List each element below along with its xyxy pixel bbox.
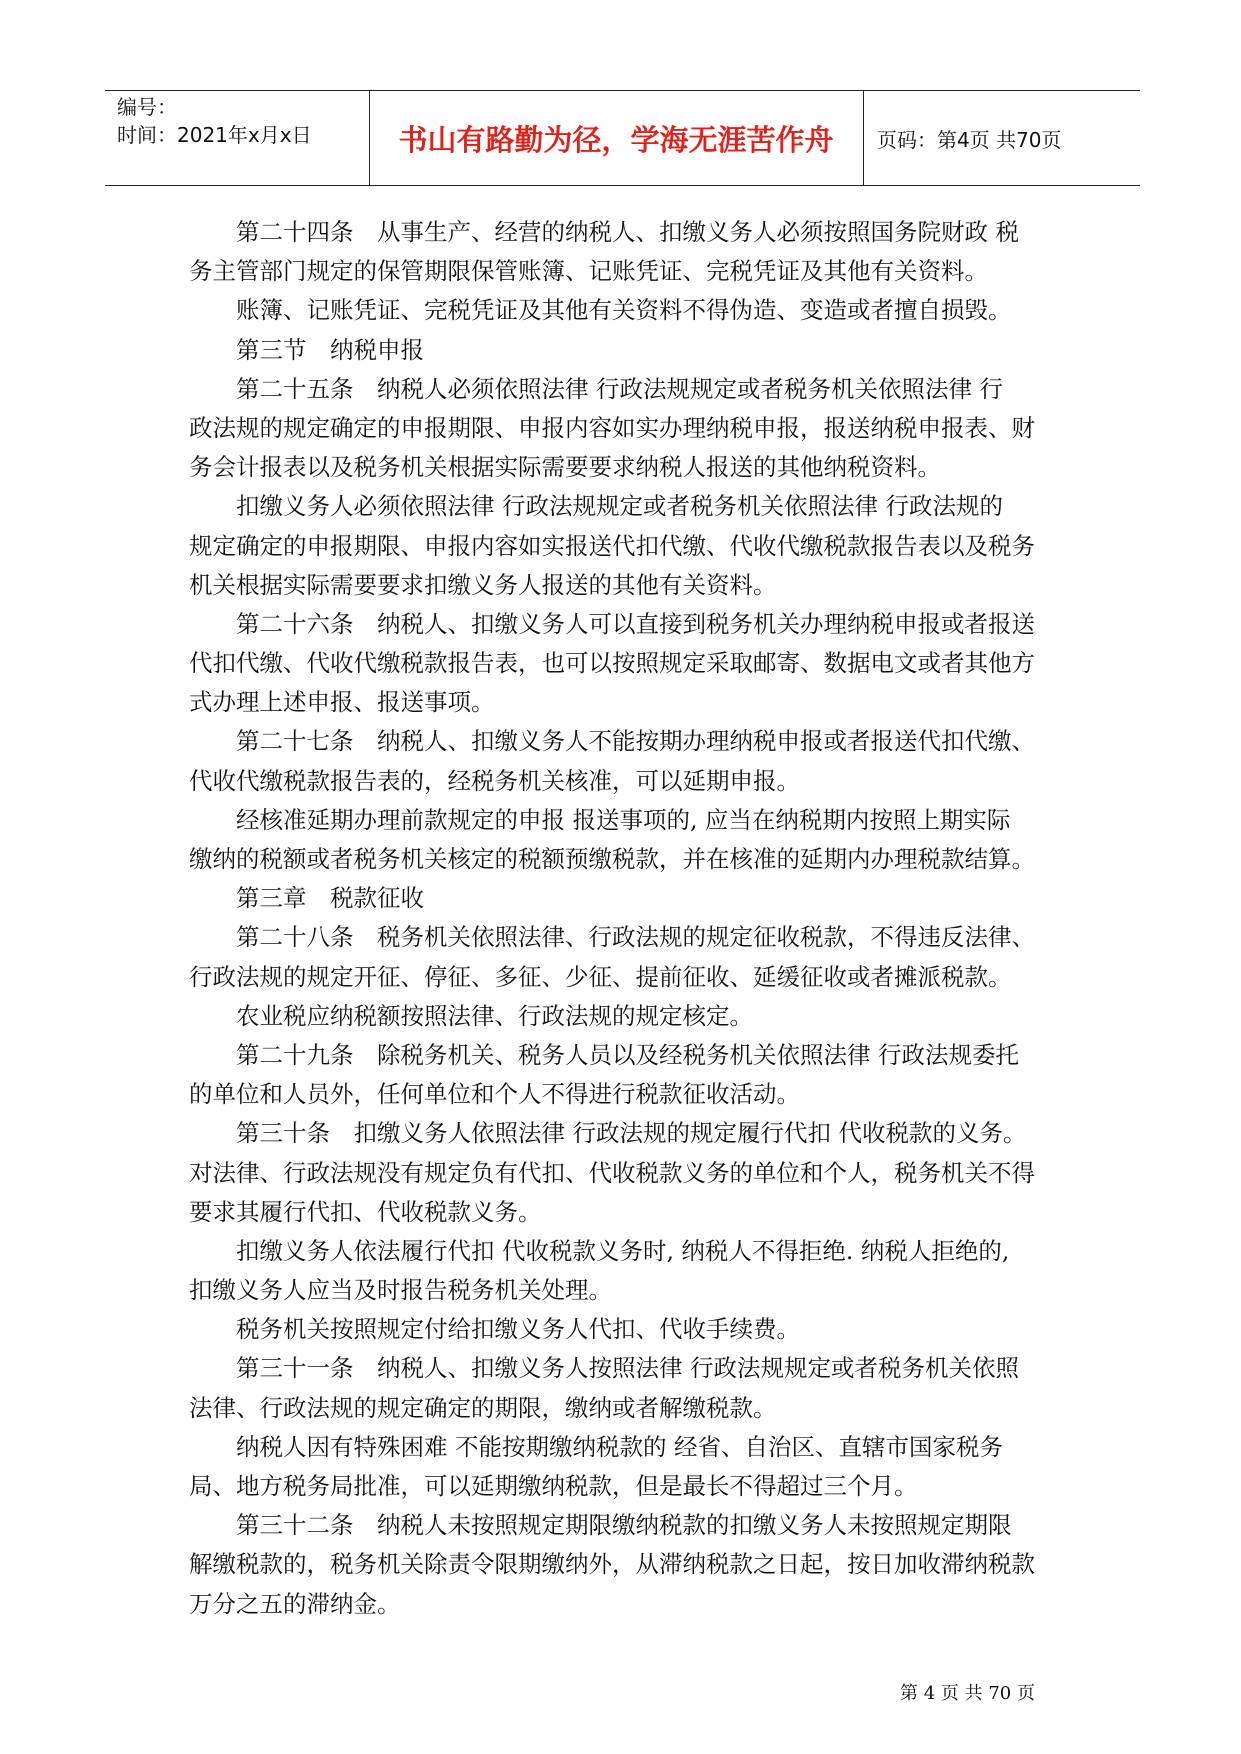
body-line: 扣缴义务人应当及时报告税务机关处理。: [189, 1276, 612, 1305]
body-line: 第二十四条 从事生产、经营的纳税人、扣缴义务人必须按照国务院财政 税: [189, 218, 1019, 246]
body-line: 纳税人因有特殊困难 不能按期缴纳税款的 经省、自治区、直辖市国家税务: [189, 1432, 1003, 1461]
body-line: 第二十七条 纳税人、扣缴义务人不能按期办理纳税申报或者报送代扣代缴、: [189, 727, 1035, 756]
body-line: 代收代缴税款报告表的，经税务机关核准，可以延期申报。: [189, 766, 800, 795]
body-line: 第三十二条 纳税人未按照规定期限缴纳税款的扣缴义务人未按照规定期限: [189, 1511, 1012, 1540]
body-line: 扣缴义务人依法履行代扣 代收税款义务时, 纳税人不得拒绝. 纳税人拒绝的,: [189, 1236, 1010, 1265]
header-left-cell: [105, 91, 370, 185]
number-label: 编号：: [117, 95, 177, 119]
body-line: 万分之五的滞纳金。: [189, 1589, 401, 1618]
body-line: 解缴税款的，税务机关除责令限期缴纳外，从滞纳税款之日起，按日加收滞纳税款: [189, 1550, 1035, 1579]
body-line: 第二十八条 税务机关依照法律、行政法规的规定征收税款，不得违反法律、: [189, 923, 1035, 952]
body-line: 对法律、行政法规没有规定负有代扣、代收税款义务的单位和个人，税务机关不得: [189, 1158, 1035, 1187]
body-line: 账簿、记账凭证、完税凭证及其他有关资料不得伪造、变造或者擅自损毁。: [189, 296, 1012, 325]
body-line: 局、地方税务局批准，可以延期缴纳税款，但是最长不得超过三个月。: [189, 1472, 918, 1500]
body-line: 第三十条 扣缴义务人依照法律 行政法规的规定履行代扣 代收税款的义务。: [189, 1119, 1027, 1148]
body-line: 第二十九条 除税务机关、税务人员以及经税务机关依照法律 行政法规委托: [189, 1040, 1019, 1069]
body-line: 第三十一条 纳税人、扣缴义务人按照法律 行政法规规定或者税务机关依照: [189, 1354, 1019, 1383]
body-line: 税务机关按照规定付给扣缴义务人代扣、代收手续费。: [189, 1315, 800, 1344]
body-line: 的单位和人员外，任何单位和个人不得进行税款征收活动。: [189, 1080, 800, 1109]
document-body: [189, 213, 1094, 1624]
body-line: 政法规的规定确定的申报期限、申报内容如实办理纳税申报，报送纳税申报表、财: [189, 413, 1035, 442]
page-header: [105, 90, 1140, 186]
body-line: 机关根据实际需要要求扣缴义务人报送的其他有关资料。: [189, 570, 777, 599]
motto-text: 书山有路勤为径，学海无涯苦作舟: [398, 122, 834, 157]
body-line: 缴纳的税额或者税务机关核定的税额预缴税款，并在核准的延期内办理税款结算。: [189, 845, 1035, 873]
body-line: 代扣代缴、代收代缴税款报告表，也可以按照规定采取邮寄、数据电文或者其他方: [189, 649, 1035, 678]
body-line: 式办理上述申报、报送事项。: [189, 688, 495, 717]
body-line: 第二十五条 纳税人必须依照法律 行政法规规定或者税务机关依照法律 行: [189, 374, 1003, 403]
body-line: 农业税应纳税额按照法律、行政法规的规定核定。: [189, 1001, 753, 1030]
body-line: 扣缴义务人必须依照法律 行政法规规定或者税务机关依照法律 行政法规的: [189, 492, 1003, 521]
header-motto-cell: [369, 91, 864, 185]
body-line: 法律、行政法规的规定确定的期限，缴纳或者解缴税款。: [189, 1393, 777, 1422]
page-footer: 第 4 页 共 70 页: [900, 1683, 1035, 1704]
body-line: 规定确定的申报期限、申报内容如实报送代扣代缴、代收代缴税款报告表以及税务: [189, 531, 1035, 560]
time-label: 时间：2021年x月x日: [117, 123, 312, 147]
body-line: 务主管部门规定的保管期限保管账簿、记账凭证、完税凭证及其他有关资料。: [189, 257, 988, 286]
body-line: 行政法规的规定开征、停征、多征、少征、提前征收、延缓征收或者摊派税款。: [189, 962, 1012, 991]
body-line: 第三节 纳税申报: [189, 335, 424, 364]
body-line: 第二十六条 纳税人、扣缴义务人可以直接到税务机关办理纳税申报或者报送: [189, 609, 1035, 638]
header-page-cell: [863, 91, 1140, 185]
page-info: 页码：第4页 共70页: [877, 127, 1062, 152]
body-line: 务会计报表以及税务机关根据实际需要要求纳税人报送的其他纳税资料。: [189, 453, 941, 482]
body-line: 经核准延期办理前款规定的申报 报送事项的, 应当在纳税期内按照上期实际: [189, 805, 1011, 834]
body-line: 第三章 税款征收: [189, 884, 424, 913]
body-line: 要求其履行代扣、代收税款义务。: [189, 1197, 542, 1226]
